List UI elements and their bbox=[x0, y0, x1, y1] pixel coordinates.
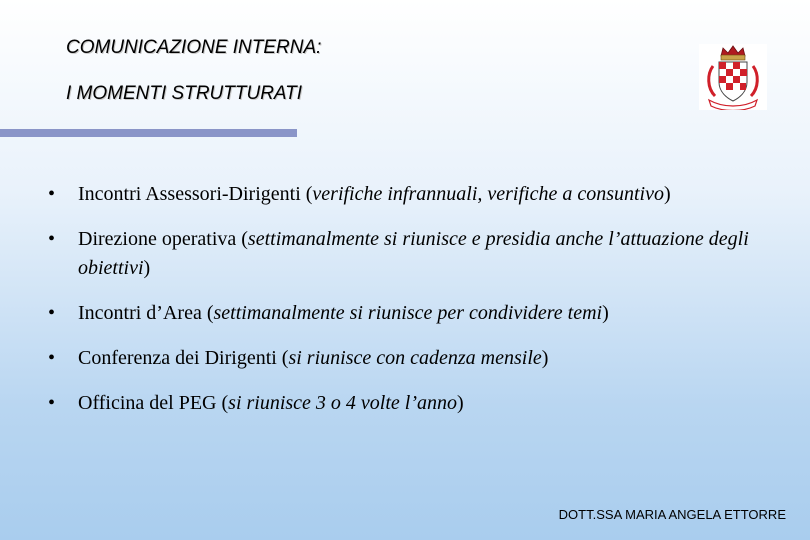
item-close: ) bbox=[602, 302, 609, 324]
item-close: ) bbox=[143, 257, 151, 279]
list-item bbox=[48, 344, 768, 373]
item-detail: verifiche infrannuali, verifiche a consuntivo bbox=[312, 183, 664, 205]
bullet-marker: • bbox=[48, 392, 56, 414]
bullet-marker: • bbox=[48, 228, 56, 250]
author-footer: DOTT.SSA MARIA ANGELA ETTORRE bbox=[558, 507, 786, 522]
bullet-list bbox=[48, 180, 768, 418]
item-detail: settimanalmente si riunisce e presidia anche l’attuazione degli obiettivi bbox=[78, 228, 749, 279]
item-detail: si riunisce 3 o 4 volte l’anno bbox=[228, 392, 458, 414]
item-close: ) bbox=[457, 392, 464, 414]
title-divider bbox=[0, 129, 297, 137]
item-detail: settimanalmente si riunisce per condividere temi bbox=[213, 302, 603, 324]
bullet-marker: • bbox=[48, 347, 56, 369]
list-item bbox=[48, 299, 768, 328]
item-text: Officina del PEG ( bbox=[78, 392, 229, 414]
slide-title-line-1: COMUNICAZIONE INTERNA: bbox=[66, 37, 322, 58]
item-text: Incontri d’Area ( bbox=[78, 302, 214, 324]
item-close: ) bbox=[541, 347, 549, 369]
item-text: Conferenza dei Dirigenti ( bbox=[78, 347, 289, 369]
item-text: Direzione operativa ( bbox=[78, 228, 248, 250]
slide-title-line-2: I MOMENTI STRUTTURATI bbox=[66, 83, 303, 104]
item-text: Incontri Assessori-Dirigenti ( bbox=[78, 183, 313, 205]
list-item bbox=[48, 180, 768, 209]
coat-of-arms-icon bbox=[699, 44, 767, 110]
bullet-marker: • bbox=[48, 183, 56, 205]
coat-of-arms-logo bbox=[699, 44, 767, 110]
bullet-marker: • bbox=[48, 302, 56, 324]
list-item bbox=[48, 225, 768, 283]
list-item bbox=[48, 389, 768, 418]
item-detail: si riunisce con cadenza mensile bbox=[288, 347, 542, 369]
item-close: ) bbox=[664, 183, 671, 205]
